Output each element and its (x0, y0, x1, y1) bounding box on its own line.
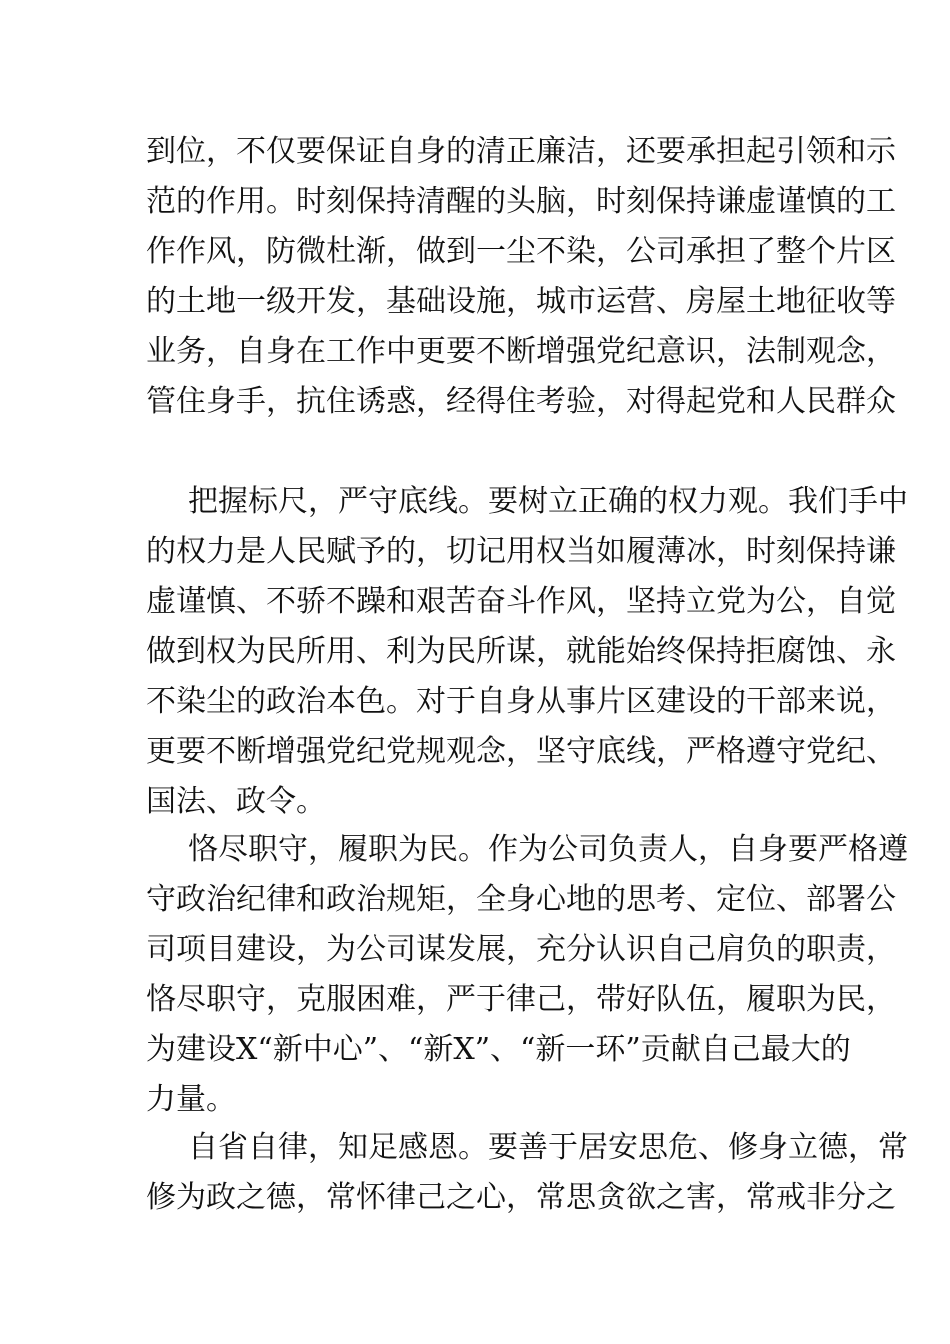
paragraph-first-line: 把握标尺，严守底线。要树立正确的权力观。我们手中 (188, 484, 908, 519)
text-line: 到位，不仅要保证自身的清正廉洁，还要承担起引领和示 (146, 134, 896, 169)
text-line: 恪尽职守，克服困难，严于律己，带好队伍，履职为民， (146, 982, 896, 1017)
paragraph-last-line: 国法、政令。 (146, 784, 326, 819)
paragraph-first-line: 恪尽职守，履职为民。作为公司负责人，自身要严格遵 (188, 832, 908, 867)
text-line: 不染尘的政治本色。对于自身从事片区建设的干部来说， (146, 684, 896, 719)
text-line: 管住身手，抗住诱惑，经得住考验，对得起党和人民群众 (146, 384, 896, 419)
text-line: 的权力是人民赋予的，切记用权当如履薄冰，时刻保持谦 (146, 534, 896, 569)
text-line: 为建设X“新中心”、“新X”、“新一环”贡献自己最大的 (146, 1032, 851, 1067)
text-line: 范的作用。时刻保持清醒的头脑，时刻保持谦虚谨慎的工 (146, 184, 896, 219)
text-line: 做到权为民所用、利为民所谋，就能始终保持拒腐蚀、永 (146, 634, 896, 669)
text-line: 的土地一级开发，基础设施，城市运营、房屋土地征收等 (146, 284, 896, 319)
text-line: 作作风，防微杜渐，做到一尘不染，公司承担了整个片区 (146, 234, 896, 269)
paragraph-first-line: 自省自律，知足感恩。要善于居安思危、修身立德，常 (188, 1130, 908, 1165)
text-line: 修为政之德，常怀律己之心，常思贪欲之害，常戒非分之 (146, 1180, 896, 1215)
text-line: 业务，自身在工作中更要不断增强党纪意识，法制观念， (146, 334, 896, 369)
text-line: 更要不断增强党纪党规观念，坚守底线，严格遵守党纪、 (146, 734, 896, 769)
paragraph-last-line: 力量。 (146, 1082, 236, 1117)
text-line: 虚谨慎、不骄不躁和艰苦奋斗作风，坚持立党为公，自觉 (146, 584, 896, 619)
text-line: 守政治纪律和政治规矩，全身心地的思考、定位、部署公 (146, 882, 896, 917)
text-line: 司项目建设，为公司谋发展，充分认识自己肩负的职责， (146, 932, 896, 967)
